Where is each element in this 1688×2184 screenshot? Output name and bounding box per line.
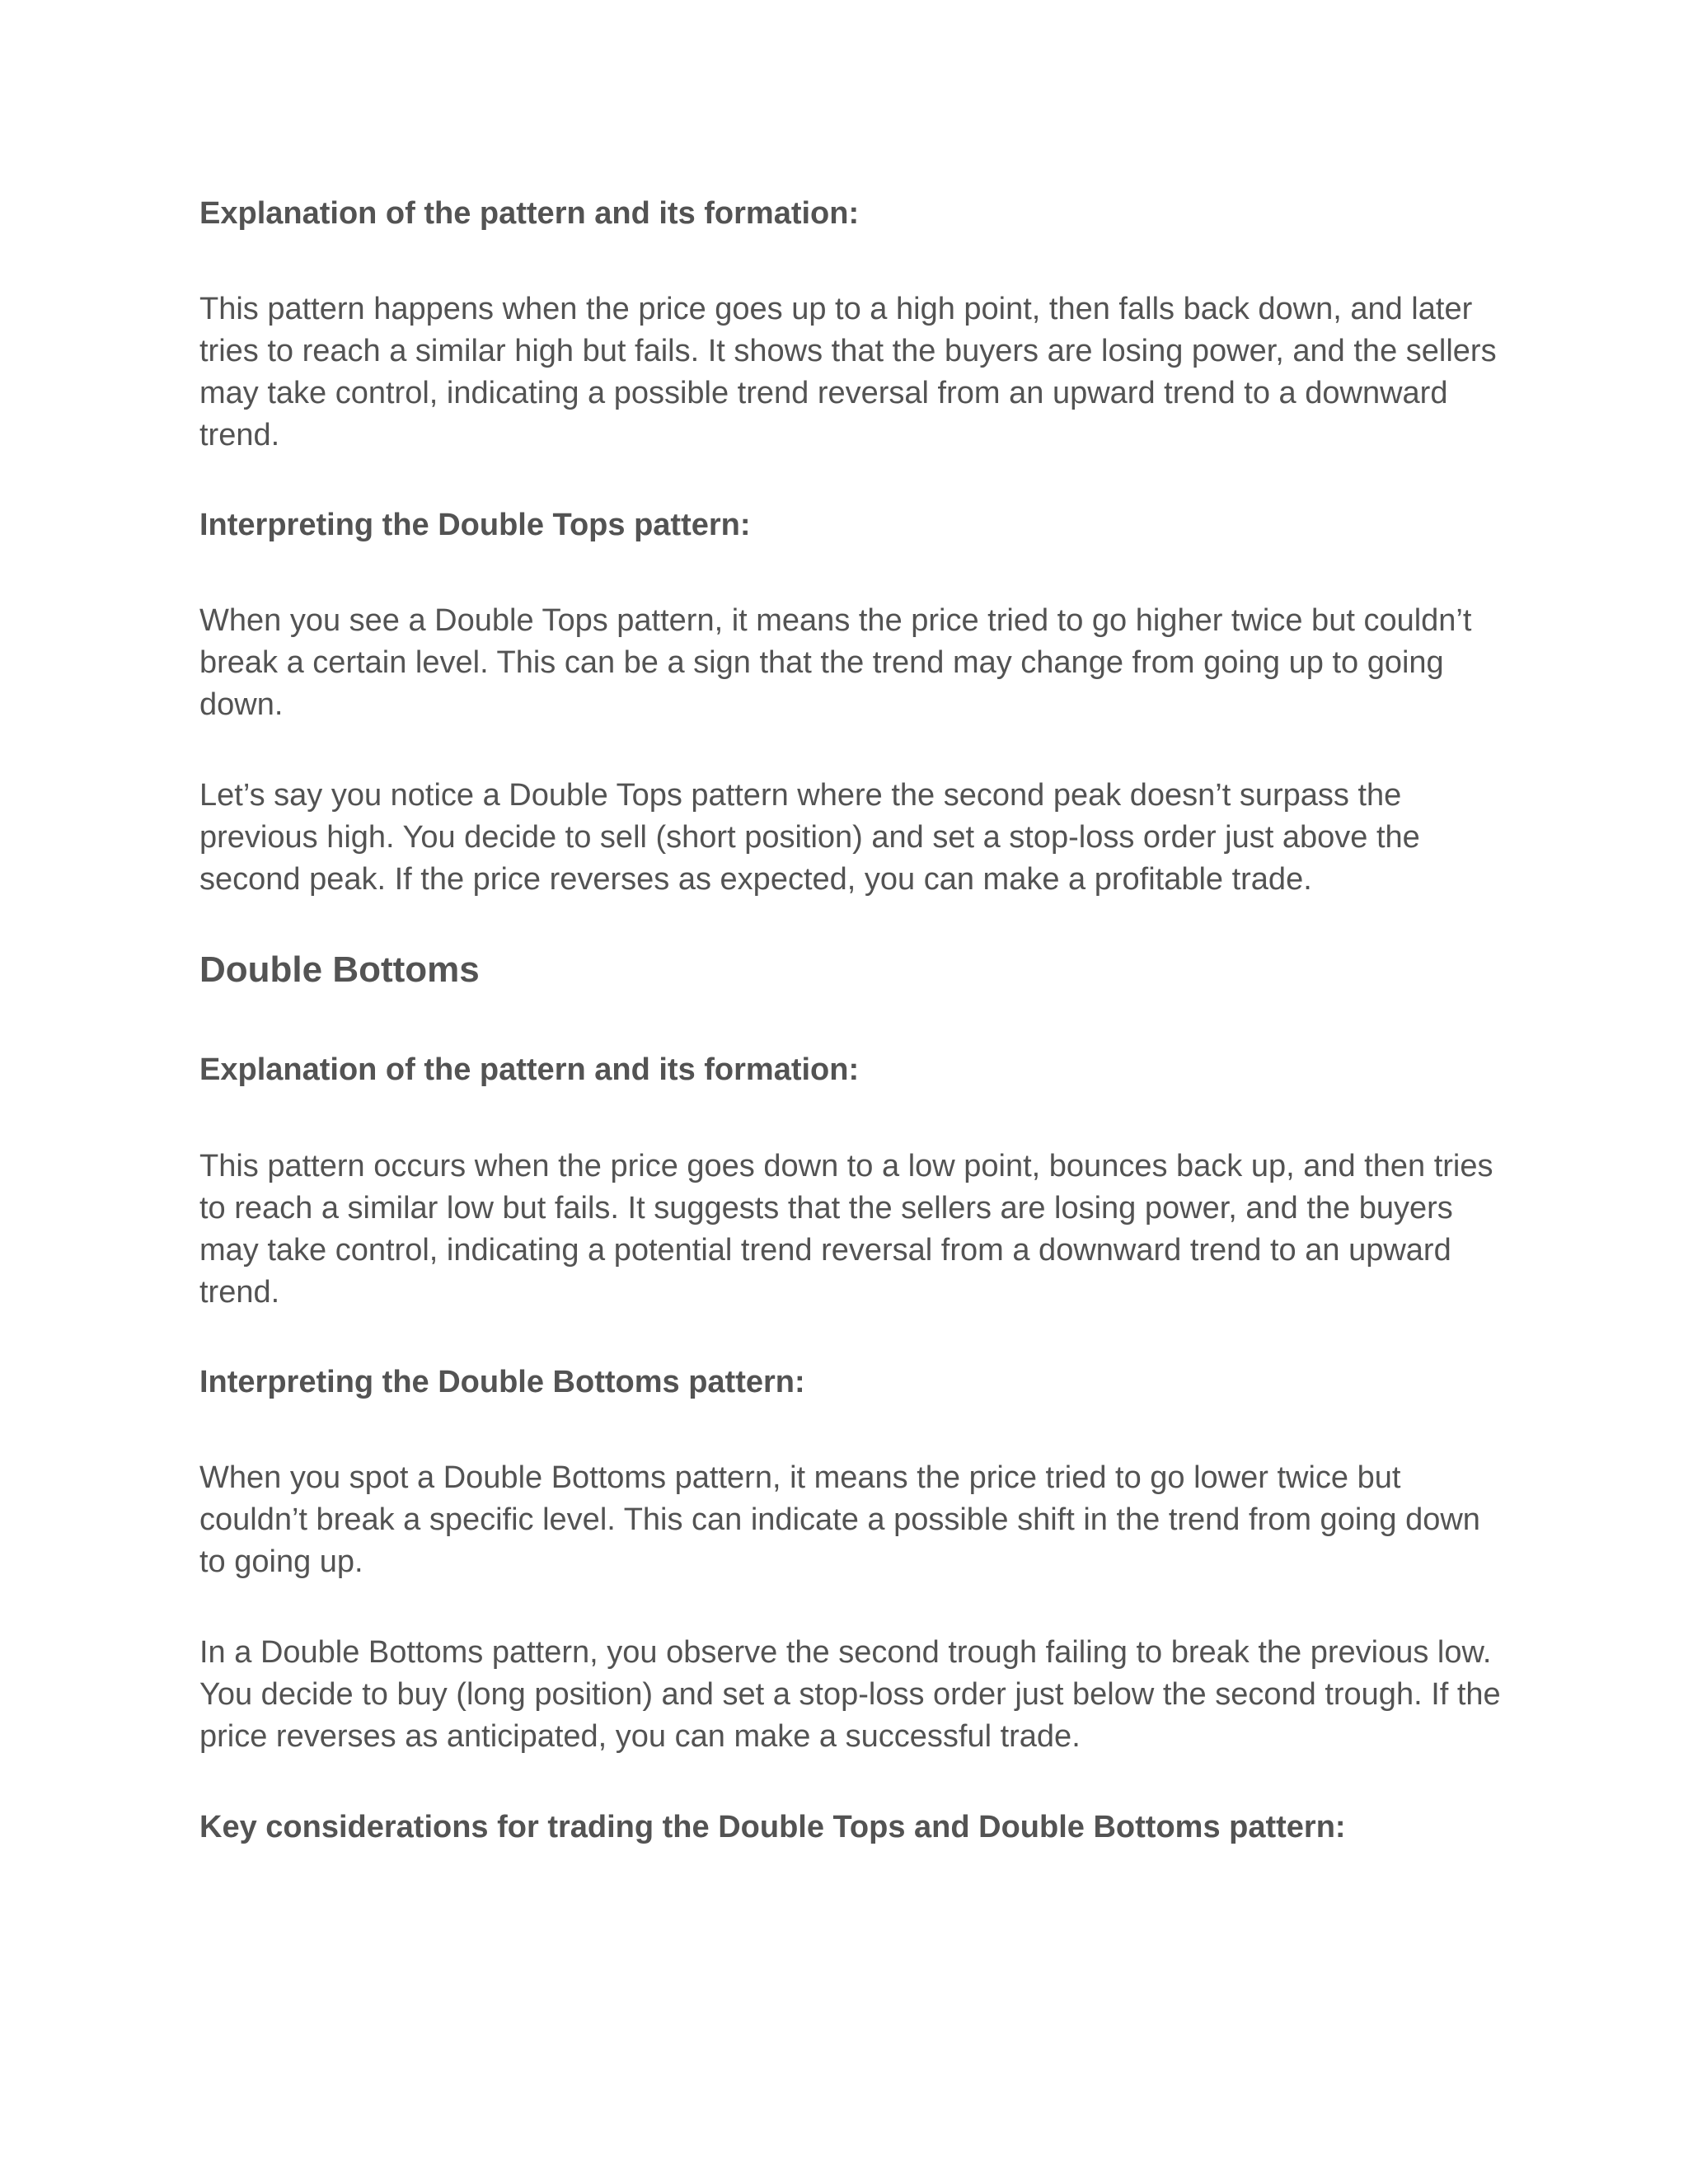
bottoms-interpreting-heading: Interpreting the Double Bottoms pattern: (199, 1365, 805, 1399)
bottoms-explanation-heading: Explanation of the pattern and its formation: (199, 1052, 860, 1087)
bottoms-interpreting-paragraph: When you spot a Double Bottoms pattern, it means the price tried to go lower twice but couldn’t break a specific level. This can indicate a possible shift in the trend from going down to going up. (199, 1460, 1480, 1579)
bottoms-explanation-paragraph: This pattern occurs when the price goes down to a low point, bounces back up, and then tries to reach a similar low but fails. It suggests that the sellers are losing power, and the buyers may take control, indicating a potential trend reversal from a downward trend to an upward trend. (199, 1149, 1493, 1310)
key-considerations-heading: Key considerations for trading the Double Tops and Double Bottoms pattern: (199, 1810, 1346, 1844)
double-bottoms-title: Double Bottoms (199, 949, 480, 990)
tops-interpreting-heading: Interpreting the Double Tops pattern: (199, 508, 751, 542)
bottoms-example-paragraph: In a Double Bottoms pattern, you observe the second trough failing to break the previous low. You decide to buy (long position) and set a stop-loss order just below the second trough. If the price reverses as anticipated, you can make a successful trade. (199, 1635, 1501, 1754)
tops-example-paragraph: Let’s say you notice a Double Tops pattern where the second peak doesn’t surpass the previous high. You decide to sell (short position) and set a stop-loss order just above the second peak. If the price reverses as expected, you can make a profitable trade. (199, 778, 1420, 897)
tops-explanation-heading: Explanation of the pattern and its formation: (199, 196, 860, 231)
tops-explanation-paragraph: This pattern happens when the price goes up to a high point, then falls back down, and later tries to reach a similar high but fails. It shows that the buyers are losing power, and the sellers may take control, indicating a possible trend reversal from an upward trend to a downward trend. (199, 292, 1497, 452)
tops-interpreting-paragraph: When you see a Double Tops pattern, it means the price tried to go higher twice but couldn’t break a certain level. This can be a sign that the trend may change from going up to going down. (199, 603, 1472, 722)
